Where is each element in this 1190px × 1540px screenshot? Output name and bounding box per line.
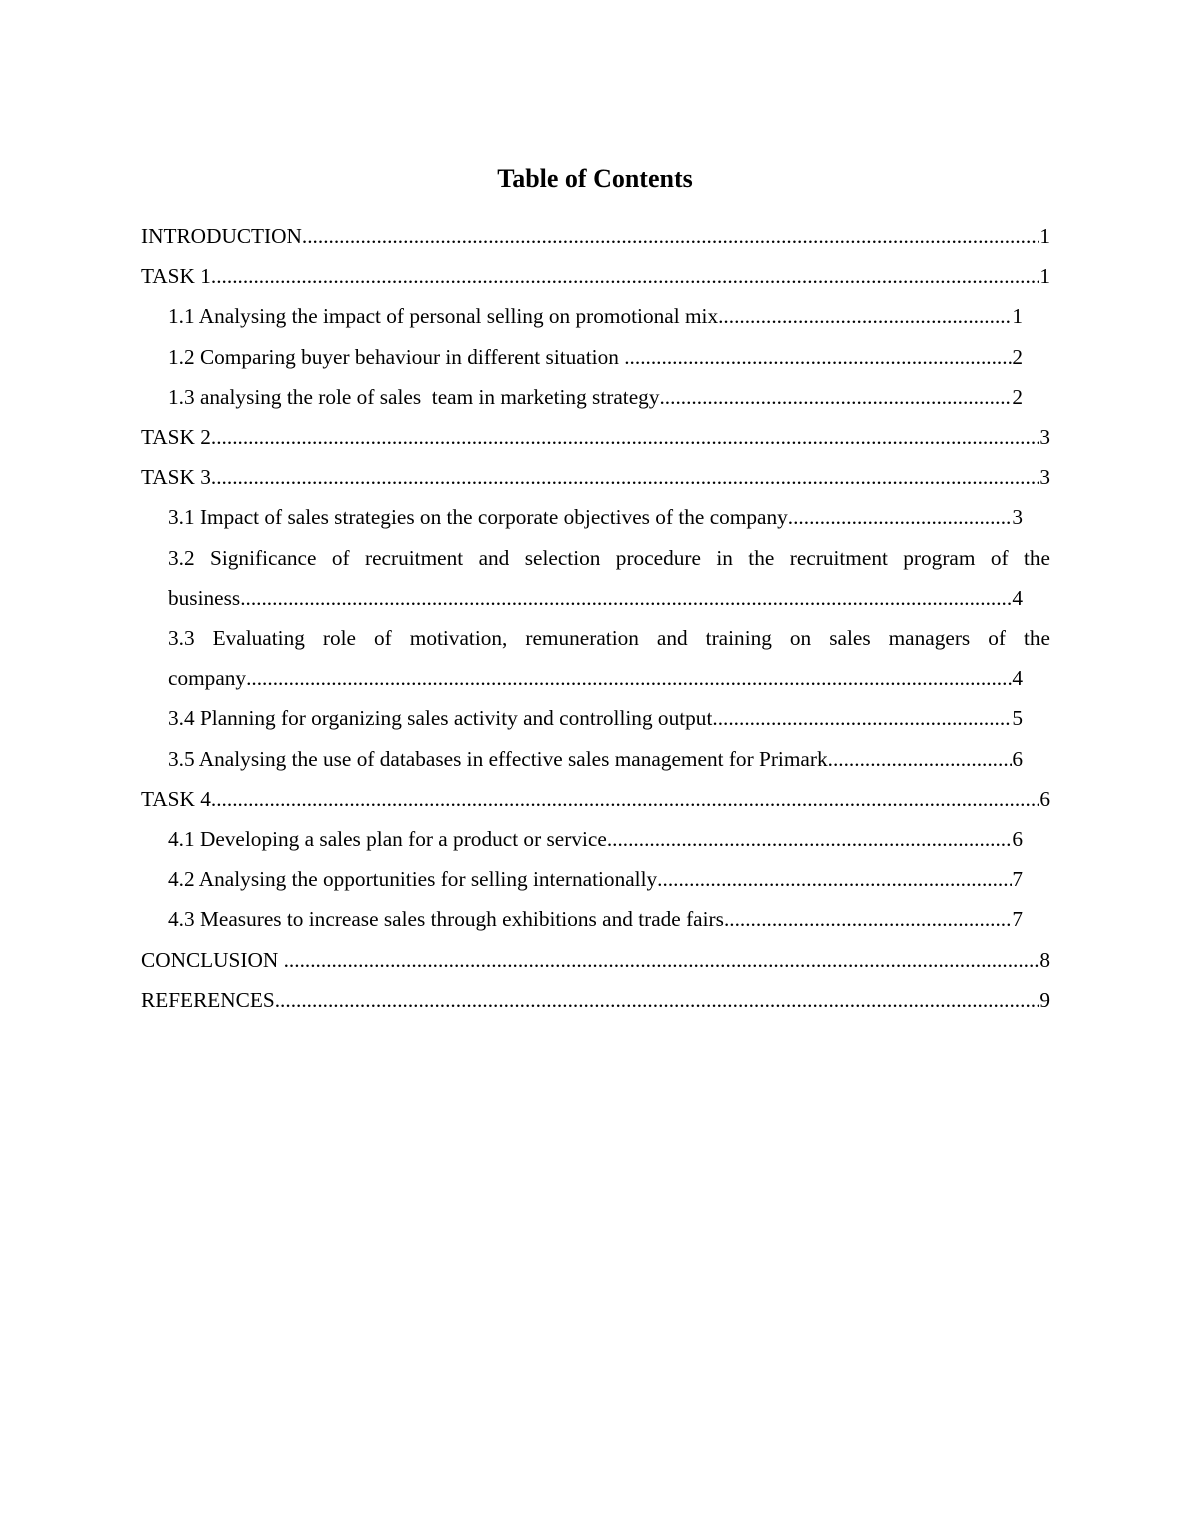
toc-entry-label: 1.1 Analysing the impact of personal selling on promotional mix [168, 304, 719, 329]
toc-entry-4-3[interactable] [168, 899, 1023, 939]
toc-entry-label: CONCLUSION [141, 947, 284, 972]
toc-entry-label: REFERENCES [141, 987, 275, 1012]
toc-entry-1-2[interactable] [168, 337, 1023, 377]
toc-entry-page: 1 [1039, 264, 1050, 289]
toc-entry-label: 3.4 Planning for organizing sales activity and controlling output [168, 706, 713, 731]
toc-entry-page: 3 [1039, 425, 1050, 450]
dot-leader [828, 739, 1013, 779]
table-of-contents [141, 216, 1050, 1020]
toc-entry-page: 6 [1039, 786, 1050, 811]
toc-entry-4-1[interactable] [168, 819, 1023, 859]
dot-leader [246, 658, 1012, 698]
toc-entry-page: 4 [1012, 585, 1023, 610]
toc-entry-label: 4.2 Analysing the opportunities for selling internationally [168, 867, 658, 892]
dot-leader [284, 940, 1040, 980]
dot-leader [659, 377, 1012, 417]
toc-entry-label-line1: 3.2 Significance of recruitment and selection procedure in the recruitment program of the [168, 545, 1050, 570]
toc-entry-task-3[interactable] [141, 457, 1050, 497]
dot-leader [718, 296, 1012, 336]
toc-entry-page: 7 [1012, 867, 1023, 892]
toc-entry-label: TASK 4 [141, 786, 211, 811]
dot-leader [657, 859, 1012, 899]
toc-entry-page: 3 [1039, 465, 1050, 490]
toc-entry-3-3[interactable] [168, 618, 1050, 698]
toc-entry-label: TASK 2 [141, 425, 211, 450]
toc-title: Table of Contents [497, 164, 693, 193]
dot-leader [724, 899, 1012, 939]
dot-leader [788, 497, 1013, 537]
toc-entry-label: TASK 3 [141, 465, 211, 490]
toc-entry-page: 9 [1039, 987, 1050, 1012]
toc-entry-page: 4 [1012, 666, 1023, 691]
toc-entry-label: 1.3 analysing the role of sales team in marketing strategy [168, 384, 660, 409]
toc-entry-task-4[interactable] [141, 779, 1050, 819]
dot-leader [211, 256, 1039, 296]
toc-entry-task-1[interactable] [141, 256, 1050, 296]
toc-entry-page: 5 [1012, 706, 1023, 731]
dot-leader [712, 698, 1012, 738]
toc-entry-label-line2: company [168, 666, 247, 691]
toc-entry-3-2[interactable] [168, 538, 1050, 618]
toc-entry-label-line1: 3.3 Evaluating role of motivation, remuneration and training on sales managers of the [168, 626, 1050, 651]
dot-leader [211, 779, 1039, 819]
dot-leader [275, 980, 1040, 1020]
toc-entry-label: 4.3 Measures to increase sales through exhibitions and trade fairs [168, 907, 724, 932]
toc-entry-3-1[interactable] [168, 497, 1023, 537]
toc-entry-page: 6 [1012, 746, 1023, 771]
toc-entry-4-2[interactable] [168, 859, 1023, 899]
toc-entry-page: 1 [1039, 224, 1050, 248]
toc-entry-page: 8 [1039, 947, 1050, 972]
toc-entry-label: 3.5 Analysing the use of databases in effective sales management for Primark [168, 746, 828, 771]
dot-leader [240, 578, 1012, 618]
toc-entry-page: 7 [1012, 907, 1023, 932]
toc-entry-label: 1.2 Comparing buyer behaviour in different situation [168, 344, 625, 369]
dot-leader [302, 216, 1039, 256]
toc-entry-label: 3.1 Impact of sales strategies on the corporate objectives of the company [168, 505, 788, 530]
dot-leader [211, 417, 1039, 457]
toc-entry-label-line2: business [168, 585, 241, 610]
toc-entry-1-1[interactable] [168, 296, 1023, 336]
toc-entry-page: 2 [1012, 384, 1023, 409]
toc-entry-3-4[interactable] [168, 698, 1023, 738]
toc-entry-introduction[interactable] [141, 216, 1050, 256]
toc-entry-conclusion[interactable] [141, 940, 1050, 980]
toc-entry-references[interactable] [141, 980, 1050, 1020]
toc-entry-3-5[interactable] [168, 739, 1023, 779]
toc-entry-page: 2 [1012, 344, 1023, 369]
dot-leader [211, 457, 1039, 497]
toc-entry-page: 1 [1012, 304, 1023, 329]
toc-entry-label: TASK 1 [141, 264, 211, 289]
toc-entry-task-2[interactable] [141, 417, 1050, 457]
toc-entry-label: INTRODUCTION [141, 224, 302, 248]
toc-entry-1-3[interactable] [168, 377, 1023, 417]
toc-entry-page: 6 [1012, 827, 1023, 852]
dot-leader [607, 819, 1013, 859]
toc-entry-page: 3 [1012, 505, 1023, 530]
dot-leader [624, 337, 1012, 377]
toc-entry-label: 4.1 Developing a sales plan for a product or service [168, 827, 607, 852]
